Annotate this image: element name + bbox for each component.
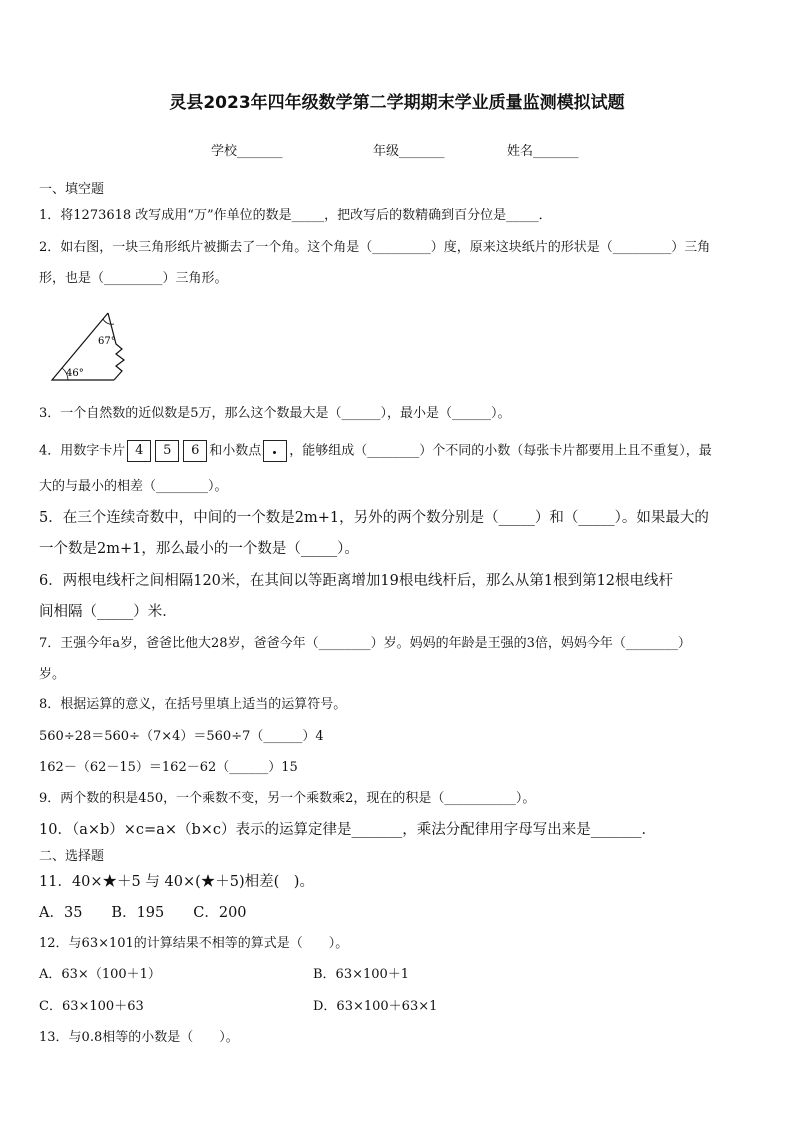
- question-4-post: ，能够组成（________）个不同的小数（每张卡片都要用上且不重复），最: [289, 443, 712, 459]
- question-12: 12．与63×101的计算结果不相等的算式是（ ）。: [39, 936, 349, 951]
- question-8: 8．根据运算的意义，在括号里填上适当的运算符号。: [39, 697, 347, 712]
- question-12-option-c: C．63×100＋63: [39, 999, 144, 1014]
- question-6-line2: 间相隔（_____）米．: [39, 604, 177, 620]
- question-7-line1: 7．王强今年a岁，爸爸比他大28岁，爸爸今年（________）岁。妈妈的年龄是王强的3倍，妈妈今年（________）: [39, 636, 691, 651]
- question-7-line2: 岁。: [39, 667, 66, 682]
- decimal-point-card: [263, 440, 287, 462]
- question-4-line2: 大的与最小的相差（________）。: [39, 479, 228, 494]
- question-1: 1．将1273618 改写成用“万”作单位的数是_____，把改写后的数精确到百分位是_____．: [39, 208, 552, 223]
- section-multiple-choice: 二、选择题: [39, 849, 105, 864]
- question-6-line1: 6．两根电线杆之间相隔120米，在其间以等距离增加19根电线杆后，那么从第1根到第12根电线杆: [39, 573, 674, 589]
- torn-triangle-figure: [46, 308, 136, 384]
- question-12-option-a: A．63×（100＋1）: [39, 967, 161, 982]
- angle-46-label: 46°: [66, 368, 84, 379]
- question-12-option-b: B．63×100＋1: [313, 967, 410, 982]
- question-9: 9．两个数的积是450，一个乘数不变，另一个乘数乘2，现在的积是（___________）。: [39, 791, 536, 806]
- question-5-line1: 5．在三个连续奇数中，中间的一个数是2m+1，另外的两个数分别是（_____）和（_____）。如果最大的: [39, 510, 709, 526]
- exam-title: 灵县2023年四年级数学第二学期期末学业质量监测模拟试题: [169, 93, 625, 113]
- name-field: 姓名_______: [507, 144, 579, 159]
- question-11: 11．40×★＋5 与 40×(★＋5)相差( )。: [39, 874, 314, 890]
- question-4-prefix: 4．用数字卡片: [39, 443, 126, 459]
- question-2-line1: 2．如右图，一块三角形纸片被撕去了一个角。这个角是（_________）度，原来这块纸片的形状是（_________）三角: [39, 240, 711, 255]
- question-8a: 560÷28＝560÷（7×4）＝560÷7（______）4: [39, 729, 324, 744]
- question-5-line2: 一个数是2m+1，那么最小的一个数是（_____）。: [39, 541, 359, 557]
- question-4-mid: 和小数点: [209, 443, 262, 459]
- digit-card-4: 4: [127, 440, 151, 462]
- question-4-line1: [39, 440, 755, 462]
- question-8b: 162－（62－15）＝162－62（______）15: [39, 760, 298, 775]
- question-11-options: A．35 B．195 C．200: [39, 905, 247, 921]
- digit-card-5: 5: [155, 440, 179, 462]
- grade-field: 年级_______: [373, 144, 445, 159]
- digit-card-6: 6: [183, 440, 207, 462]
- question-13: 13．与0.8相等的小数是（ ）。: [39, 1030, 239, 1045]
- question-2-line2: 形，也是（_________）三角形。: [39, 271, 228, 286]
- school-field: 学校_______: [211, 144, 283, 159]
- question-3: 3．一个自然数的近似数是5万，那么这个数最大是（______），最小是（______）。: [39, 406, 511, 421]
- angle-67-label: 67°: [98, 336, 116, 347]
- section-fill-in: 一、填空题: [39, 182, 105, 197]
- question-10: 10．（a×b）×c=a×（b×c）表示的运算定律是_______，乘法分配律用字母写出来是_______．: [39, 822, 657, 838]
- question-12-option-d: D．63×100＋63×1: [313, 999, 438, 1014]
